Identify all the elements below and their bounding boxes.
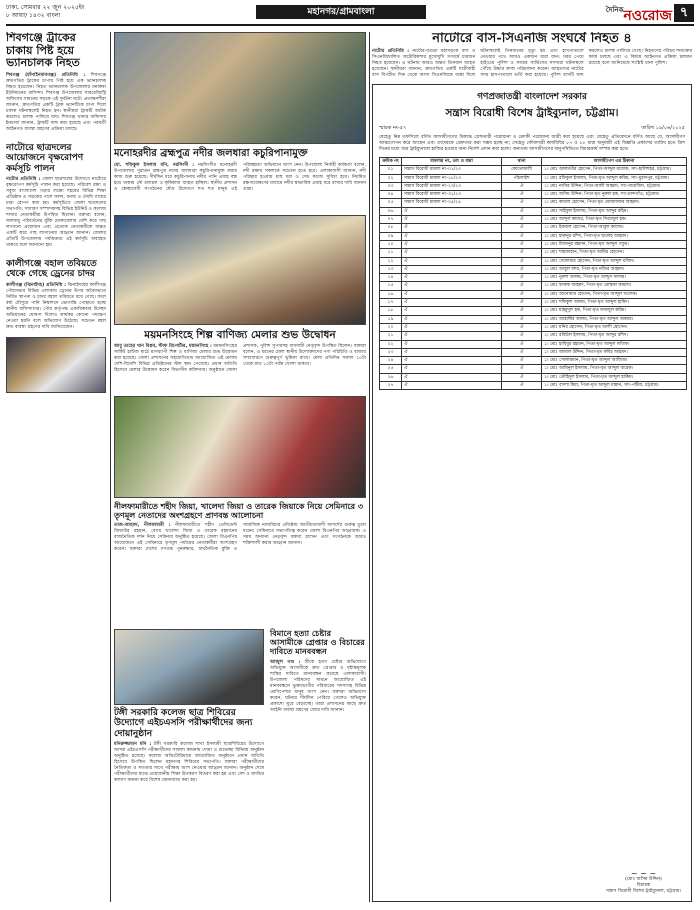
row-station: ঐ bbox=[502, 207, 542, 215]
article-2-headline: নাটোরে ছাত্রদলের আয়োজনে বৃক্ষরোপণ কর্মসূচি পালন bbox=[6, 142, 84, 174]
row-case: ঐ bbox=[402, 257, 502, 265]
column-divider bbox=[110, 32, 111, 902]
row-station: ঐ bbox=[502, 290, 542, 298]
notice-table-row bbox=[380, 348, 687, 356]
notice-ref: স্মারক নং-৫৭ bbox=[379, 125, 407, 131]
row-accused: ১। মোঃ নাসির উদ্দিন, পিতা-আলী আহমদ, সাং-বায়েজিদ, চট্টগ্রাম। bbox=[542, 182, 687, 190]
row-accused: ১। মোঃ শফিকুল আলম, পিতা-মৃত আব্দুল হামিদ। bbox=[542, 299, 687, 307]
article-2-text: জেলা ছাত্রদলের উদ্যোগে নাটোরে বৃক্ষরোপণ কর্মসূচি পালন করা হয়েছে। পরিবেশ রক্ষা ও সবুজ বাংলাদেশ গড়ার লক্ষ্যে শহরের বিভিন্ন শিক্ষা প্রতিষ্ঠান ও সড়কের পাশে ফলদ, বনজ ও ঔষধি গাছের চারা রোপণ করা হয়। কর্মসূচিতে জেলা ছাত্রদলের সভাপতি, সাধারণ সম্পাদকসহ বিভিন্ন ইউনিট ও কলেজ শাখার নেতাকর্মীরা উপস্থিত ছিলেন। বক্তারা বলেন, জলবায়ু পরিবর্তনের ঝুঁকি মোকাবেলায় বেশি করে গাছ লাগানো প্রয়োজন এবং প্রত্যেক নেতাকর্মীকে অন্তত একটি করে গাছ লাগানোর আহ্বান জানান। জেলার প্রতিটি উপজেলায় পর্যায়ক্রমে এই কর্মসূচি অব্যাহত থাকবে বলে জানানো হয়। bbox=[6, 176, 106, 248]
row-accused: ১। মোঃ আলমগীর হোসেন, পিতা-আব্দুল মালেক, সাং-হালিশহর, চট্টগ্রাম। bbox=[542, 166, 687, 174]
row-serial: ১৫ bbox=[380, 282, 402, 290]
page-number: ৭ bbox=[674, 4, 694, 22]
row-station: ঐ bbox=[502, 307, 542, 315]
row-serial: ২৭ bbox=[380, 382, 402, 390]
row-case: ঐ bbox=[402, 332, 502, 340]
article-4-body bbox=[114, 163, 366, 211]
article-7-block bbox=[114, 629, 264, 822]
row-serial: ১৭ bbox=[380, 299, 402, 307]
article-1-headline: শিবগঞ্জে ট্রাকের চাকায় পিষ্ট হয়ে ভ্যানচালক নিহত bbox=[6, 32, 80, 70]
notice-table-row bbox=[380, 265, 687, 273]
row-accused: ১। মোঃ আনোয়ার হোসেন, পিতা-মৃত আব্দুল খালেক। bbox=[542, 290, 687, 298]
row-accused: ১। মোঃ সোলায়মান, পিতা-মৃত আব্দুল আজিজ। bbox=[542, 357, 687, 365]
article-4-photo bbox=[114, 32, 366, 144]
notice-intro: যেহেতু নিম্ন তফসিলে বর্ণিত আসামীগণের বিরুদ্ধে গ্রেফতারী পরোয়ানা ও ক্রোকী পরোয়ানা জারী করা হয়েছে এবং যেহেতু প্রতিবেদনে বর্ণিত আছে যে, আসামীগণ আত্মগোপন করে আছেন এবং তাদেরকে গ্রেফতার করা সম্ভব হচ্ছে না; সেহেতু ফৌজদারী কার্যবিধির ৮৭ ও ৮৮ ধারা অনুযায়ী এই বিজ্ঞপ্তি প্রকাশের তারিখ হতে ত্রিশ দিনের মধ্যে অত্র ট্রাইব্যুনালে হাজির হওয়ার জন্য নির্দেশ প্রদান করা হলো। অন্যথায় আসামীগণের অনুপস্থিতিতে বিচারকার্য সম্পন্ন করা হবে। bbox=[379, 135, 685, 152]
article-3-byline: কালীগঞ্জ (ঝিনাইদহ) প্রতিনিধি : bbox=[6, 282, 66, 288]
row-accused: ১। মোঃ দেলোয়ার হোসেন, পিতা-মৃত আব্দুল মজিদ। bbox=[542, 257, 687, 265]
row-accused: ১। মোঃ সাইফুল ইসলাম, পিতা-মৃত আব্দুর রহিম। bbox=[542, 207, 687, 215]
article-8-text: স্ত্রীকে হত্যা চেষ্টার অভিযোগে অভিযুক্ত আসামীকে দ্রুত গ্রেপ্তার ও দৃষ্টান্তমূলক শাস্তির দাবিতে মানববন্ধন করেছে এলাকাবাসী। উপজেলা পরিষদের সামনে আয়োজিত এই মানববন্ধনে ভুক্তভোগীর পরিবারের সদস্যসহ বিভিন্ন শ্রেণিপেশার মানুষ অংশ নেন। বক্তারা অভিযোগ করেন, ঘটনার দীর্ঘদিন পেরিয়ে গেলেও অভিযুক্ত প্রকাশ্যে ঘুরে বেড়াচ্ছে। তারা প্রশাসনের কাছে দ্রুত আইনি ব্যবস্থা গ্রহণের জোর দাবি জানান। bbox=[270, 659, 366, 713]
article-6-byline: তাজ-আহমদ, নীলফামারী : bbox=[114, 522, 171, 528]
col-station: থানা bbox=[502, 158, 542, 166]
notice-table-header bbox=[380, 158, 687, 166]
row-accused: ১। মোঃ শাহজাহান, পিতা-মৃত আমির হোসেন। bbox=[542, 249, 687, 257]
notice-table-row bbox=[380, 357, 687, 365]
notice-table-row bbox=[380, 240, 687, 248]
row-serial: ০৭ bbox=[380, 216, 402, 224]
row-serial: ০৪ bbox=[380, 191, 402, 199]
row-case: ঐ bbox=[402, 299, 502, 307]
row-case: ঐ bbox=[402, 323, 502, 331]
row-case: ঐ bbox=[402, 249, 502, 257]
row-accused: ১। মোঃ ফারুক আহমদ, পিতা-মৃত মোস্তফা কামাল। bbox=[542, 282, 687, 290]
row-accused: ১। মোঃ রবিউল ইসলাম, পিতা-মৃত আব্দুর রশিদ। bbox=[542, 332, 687, 340]
row-accused: ১। মোঃ বাদশা মিয়া, পিতা-মৃত আব্দুল মান্নান, সাং-পটিয়া, চট্টগ্রাম। bbox=[542, 382, 687, 390]
row-case: ঐ bbox=[402, 207, 502, 215]
article-7-text: টঙ্গী সরকারি কলেজ শাখা ইসলামী ছাত্রশিবিরের উদ্যোগে আসন্ন এইচএসসি পরীক্ষার্থীদের সাফল্য কামনায় দোয়া ও শুভেচ্ছা বিনিময় অনুষ্ঠান অনুষ্ঠিত হয়েছে। কলেজ অডিটোরিয়ামে আয়োজিত অনুষ্ঠানে প্রধান অতিথি হিসেবে উপস্থিত ছিলেন মহানগর শিবিরের সভাপতি। বক্তারা পরীক্ষার্থীদের নৈতিকতা ও সততার সাথে পরীক্ষায় অংশ নেওয়ার আহ্বান জানান। অনুষ্ঠান শেষে পরীক্ষার্থীদের মাঝে প্রয়োজনীয় শিক্ষা উপকরণ বিতরণ করা হয় এবং দেশ ও জাতির কল্যাণ কামনা করে বিশেষ মোনাজাত করা হয়। bbox=[114, 741, 264, 783]
row-accused: ১। মোঃ কামাল হোসেন, পিতা-মৃত মোজাফফর আহমদ। bbox=[542, 199, 687, 207]
row-serial: ২৬ bbox=[380, 373, 402, 381]
article-4-text: নরসিংদীর মনোহরদী উপজেলার পুরাতন ব্রহ্মপুত্র নদের জলধারা কচুরিপানামুক্ত করার কাজ শুরু হয়েছে। দীর্ঘদিন ধরে কচুরিপানায় নদীর পানি প্রবাহ বন্ধ হয়ে থাকায় নৌ চলাচল ও কৃষিকাজ ব্যাহত হচ্ছিল। স্থানীয় প্রশাসন ও স্বেচ্ছাসেবী সংগঠনের যৌথ উদ্যোগে শত শত মানুষ এই পরিচ্ছন্নতা অভিযানে অংশ নেন। উপজেলা নির্বাহী কর্মকর্তা বলেন, নদী রক্ষায় সকলকে সচেতন হতে হবে। এলাকাবাসী জানান, নদী পরিষ্কার হওয়ায় মাছ ধরা ও সেচ কাজে সুবিধা হবে। নিয়মিত রক্ষণাবেক্ষণের মাধ্যমে নদীর স্বাভাবিক প্রবাহ ধরে রাখার দাবি জানান তারা। bbox=[114, 162, 366, 192]
notice-table-row bbox=[380, 257, 687, 265]
article-3-headline: কালীগঞ্জে বহাল তবিয়তে থেকে গেছে ড্রেনের চাদর bbox=[6, 258, 97, 280]
row-serial: ২১ bbox=[380, 332, 402, 340]
article-5-headline: ময়মনসিংহে শিল্প বাণিজ্য মেলার শুভ উদ্বোধন bbox=[144, 328, 336, 341]
row-station: ঐ bbox=[502, 240, 542, 248]
article-7-body bbox=[114, 742, 264, 822]
row-case: ঐ bbox=[402, 290, 502, 298]
row-case: ঐ bbox=[402, 240, 502, 248]
article-2-byline: নাটোর প্রতিনিধি : bbox=[6, 176, 41, 182]
row-case: ঐ bbox=[402, 282, 502, 290]
row-case: ঐ bbox=[402, 348, 502, 356]
notice-table-row bbox=[380, 307, 687, 315]
notice-table bbox=[379, 157, 687, 390]
row-case: ঐ bbox=[402, 382, 502, 390]
article-7-photo bbox=[6, 337, 106, 393]
date-line-1: ঢাকা, সোমবার ২২ জুন ২০২৫ইং bbox=[6, 4, 85, 11]
row-accused: ১। মোঃ তৌহিদুল ইসলাম, পিতা-মৃত আব্দুল হাকিম। bbox=[542, 373, 687, 381]
article-9-text: নাটোর-বগুড়া মহাসড়কে বাস ও সিএনজিচালিত অটোরিকশার মুখোমুখি সংঘর্ষে চারজন নিহত হয়েছেন। এ ঘটনায় আরও অন্তত তিনজন আহত হয়েছেন। স্থানীয়রা জানান, দ্রুতগতির একটি যাত্রীবাহী বাস বিপরীত দিক থেকে আসা সিএনজিকে ধাক্কা দিলে ঘটনাস্থলেই তিনজনের মৃত্যু হয় এবং হাসপাতালে নেওয়ার পথে আরও একজন মারা যান। খবর পেয়ে হাইওয়ে পুলিশ ও ফায়ার সার্ভিসের সদস্যরা ঘটনাস্থলে পৌঁছে উদ্ধার কাজ পরিচালনা করেন। আহতদের নাটোর সদর হাসপাতালে ভর্তি করা হয়েছে। পুলিশ বাসটি জব্দ করলেও চালক পালিয়ে গেছে। নিহতদের পরিচয় শনাক্তের কাজ চলছে এবং এ বিষয়ে আইনগত প্রক্রিয়া চলমান রয়েছে বলে জানিয়েছে সংশ্লিষ্ট থানা পুলিশ। bbox=[372, 48, 692, 78]
row-serial: ২২ bbox=[380, 340, 402, 348]
left-column bbox=[6, 32, 106, 902]
row-accused: ১। মোঃ ইকবাল হোসেন, পিতা-আবুল কাশেম। bbox=[542, 224, 687, 232]
row-case: ঐ bbox=[402, 265, 502, 273]
section-title: মহানগর/গ্রামবাংলা bbox=[256, 5, 426, 19]
notice-table-row bbox=[380, 191, 687, 199]
notice-table-row bbox=[380, 249, 687, 257]
notice-table-row bbox=[380, 315, 687, 323]
notice-date: তারিখ ১৯/০৬/২০২৫ bbox=[641, 125, 685, 131]
row-serial: ১৮ bbox=[380, 307, 402, 315]
article-6-headline: নীলফামারীতে শহীদ জিয়া, খালেদা জিয়া ও তারেক জিয়াকে নিয়ে সেমিনারে ৩ তৃণমূল নেতাদের অংশগ্রহণে প্রাণবন্ত আলোচনা bbox=[114, 500, 364, 520]
notice-table-row bbox=[380, 365, 687, 373]
notice-title-2: সন্ত্রাস বিরোধী বিশেষ ট্রাইব্যুনাল, চট্টগ্রাম। bbox=[445, 107, 619, 119]
row-accused: ১। মোঃ জসিম উদ্দিন, পিতা-মৃত নুরুল হক, সাং-চান্দগাঁও, চট্টগ্রাম। bbox=[542, 191, 687, 199]
logo-small: দৈনিক bbox=[605, 5, 624, 14]
row-case: ঐ bbox=[402, 274, 502, 282]
article-5-body bbox=[114, 344, 366, 392]
row-accused: ১। মোঃ আমিনুল ইসলাম, পিতা-মৃত আব্দুল বারেক। bbox=[542, 365, 687, 373]
row-accused: ১। মোঃ মিজানুর রহমান, পিতা-মৃত আব্দুল গফুর। bbox=[542, 240, 687, 248]
row-serial: ১১ bbox=[380, 249, 402, 257]
page-header bbox=[6, 4, 694, 26]
row-station: ঐ bbox=[502, 373, 542, 381]
row-case: ঐ bbox=[402, 232, 502, 240]
article-8-byline: আজুল গণ্ড : bbox=[270, 659, 301, 665]
notice-table-row bbox=[380, 174, 687, 182]
article-5-photo bbox=[114, 215, 366, 325]
date-line-2: ৮ আষাঢ় ১৪৩২ বাংলা bbox=[6, 12, 61, 19]
row-case: সন্ত্রাস বিরোধী মামলা নং-১৮/২৩ bbox=[402, 174, 502, 182]
row-serial: ১৯ bbox=[380, 315, 402, 323]
row-station: ঐ bbox=[502, 182, 542, 190]
notice-meta bbox=[373, 123, 691, 135]
row-serial: ১৪ bbox=[380, 274, 402, 282]
row-serial: ১৩ bbox=[380, 265, 402, 273]
lower-section bbox=[114, 629, 366, 822]
row-case: সন্ত্রাস বিরোধী মামলা নং-০৫/২৪ bbox=[402, 199, 502, 207]
article-1-text: শিবগঞ্জে দ্রুতগতির ট্রাকের চাপায় পিষ্ট হয়ে এক ভ্যানচালক নিহত হয়েছেন। নিহত ভ্যানচালক উপজেলার মনাকষা ইউনিয়নের বাসিন্দা। শিবগঞ্জ উপজেলার সাবরেজিস্ট্রি অফিসের সামনের সড়কে এই দুর্ঘটনা ঘটে। প্রত্যক্ষদর্শীরা জানান, দ্রুতগতির একটি ট্রাক ভ্যানটিকে চাপা দিলে চালক ঘটনাস্থলেই নিহত হন। স্থানীয়রা ট্রাকটি আটক করলেও চালক পালিয়ে যায়। শিবগঞ্জ থানার অফিসার ইনচার্জ জানান, ট্রাকটি জব্দ করা হয়েছে এবং পরবর্তী আইনগত ব্যবস্থা গ্রহণের প্রক্রিয়া চলছে। bbox=[6, 72, 106, 132]
row-station: ঐ bbox=[502, 265, 542, 273]
notice-table-body bbox=[380, 166, 687, 390]
article-6-body bbox=[114, 523, 366, 625]
row-case: সন্ত্রাস বিরোধী মামলা নং-৩১/২৩ bbox=[402, 191, 502, 199]
row-case: ঐ bbox=[402, 307, 502, 315]
row-station: পাঁচলাইশ bbox=[502, 174, 542, 182]
notice-table-row bbox=[380, 332, 687, 340]
row-station: ঐ bbox=[502, 315, 542, 323]
tribunal-notice bbox=[372, 84, 692, 902]
row-serial: ০১ bbox=[380, 166, 402, 174]
notice-table-row bbox=[380, 182, 687, 190]
row-accused: ১। মোঃ হারুনুর রশিদ, পিতা-মৃত ছালেহ আহমদ। bbox=[542, 232, 687, 240]
notice-table-row bbox=[380, 340, 687, 348]
col-serial: ক্রমিক নং bbox=[380, 158, 402, 166]
row-station: ঐ bbox=[502, 299, 542, 307]
notice-table-row bbox=[380, 282, 687, 290]
row-station: ঐ bbox=[502, 323, 542, 331]
logo-text: নওরোজ bbox=[623, 8, 672, 24]
row-serial: ২৪ bbox=[380, 357, 402, 365]
notice-signature bbox=[606, 871, 681, 895]
row-serial: ০৮ bbox=[380, 224, 402, 232]
col-accused: আসামী/গণ এর ঠিকানা bbox=[542, 158, 687, 166]
row-accused: ১। মোঃ মাহমুদুল হক, পিতা-মৃত ফজলুল করিম। bbox=[542, 307, 687, 315]
signature-office: সন্ত্রাস বিরোধী বিশেষ ট্রাইব্যুনাল, চট্টগ্রাম। bbox=[605, 889, 681, 894]
row-station: কোতোয়ালী bbox=[502, 166, 542, 174]
article-3-text: ঝিনাইদহের কালীগঞ্জ পৌরসভার বিভিন্ন এলাকায় ড্রেনের উপর অবৈধভাবে নির্মিত স্থাপনা ও চাদর বহাল তবিয়তে রয়ে গেছে। ফলে বর্ষা মৌসুমে পানি নিষ্কাশনে ভোগান্তি পোহাতে হচ্ছে স্থানীয় বাসিন্দাদের। পৌর কর্তৃপক্ষ একাধিকবার উচ্ছেদ অভিযানের ঘোষণা দিলেও কার্যকর কোনো পদক্ষেপ নেওয়া হয়নি বলে অভিযোগ উঠেছে। সচেতন মহল দ্রুত ব্যবস্থা গ্রহণের দাবি জানিয়েছেন। bbox=[6, 282, 106, 330]
row-accused: ১। মোঃ হাবিবুর রহমান, পিতা-মৃত আব্দুল লতিফ। bbox=[542, 340, 687, 348]
row-station: ঐ bbox=[502, 332, 542, 340]
notice-table-row bbox=[380, 299, 687, 307]
row-serial: ১৬ bbox=[380, 290, 402, 298]
article-9-headline: নাটোরে বাস-সিএনজি সংঘর্ষে নিহত ৪ bbox=[432, 32, 632, 46]
notice-table-row bbox=[380, 166, 687, 174]
row-serial: ০৩ bbox=[380, 182, 402, 190]
row-station: ঐ bbox=[502, 340, 542, 348]
signature-title: বিচারক bbox=[636, 883, 651, 888]
row-serial: ১২ bbox=[380, 257, 402, 265]
notice-table-row bbox=[380, 224, 687, 232]
article-9-byline: নাটোর প্রতিনিধি : bbox=[372, 48, 410, 54]
row-serial: ০৯ bbox=[380, 232, 402, 240]
article-9-body bbox=[372, 49, 692, 81]
article-1-body bbox=[6, 73, 106, 133]
notice-table-row bbox=[380, 382, 687, 390]
row-station: ঐ bbox=[502, 282, 542, 290]
article-8-headline: বিমানে হত্যা চেষ্টার আসামীকে গ্রেপ্তার ও বিচারের দাবিতে মানববন্ধন bbox=[270, 627, 365, 657]
row-station: ঐ bbox=[502, 357, 542, 365]
row-serial: ২০ bbox=[380, 323, 402, 331]
article-8-block bbox=[270, 629, 366, 822]
notice-title-1: গণপ্রজাতন্ত্রী বাংলাদেশ সরকার bbox=[477, 92, 587, 102]
row-accused: ১। মোঃ জামাল উদ্দিন, পিতা-মৃত কবির আহমদ। bbox=[542, 348, 687, 356]
middle-column bbox=[114, 32, 366, 902]
row-station: ঐ bbox=[502, 382, 542, 390]
row-case: ঐ bbox=[402, 340, 502, 348]
date-block bbox=[6, 4, 146, 20]
article-7-headline: টঙ্গী সরকারি কলেজ ছাত্র শিবিরের উদ্যোগে এইচএসসি পরীক্ষার্থীদের জন্য দোয়ানুষ্ঠান bbox=[114, 707, 253, 739]
row-serial: ০৬ bbox=[380, 207, 402, 215]
article-2-body bbox=[6, 177, 106, 249]
row-station: ঐ bbox=[502, 191, 542, 199]
row-case: ঐ bbox=[402, 373, 502, 381]
signature-scribble: ~ ~ ~ bbox=[630, 869, 657, 878]
row-case: সন্ত্রাস বিরোধী মামলা নং-২৩/২৩ bbox=[402, 182, 502, 190]
row-station: ঐ bbox=[502, 365, 542, 373]
signature-name: (মোঃ জসিম উদ্দিন) bbox=[625, 877, 662, 882]
article-9-block bbox=[372, 32, 692, 82]
notice-table-row bbox=[380, 232, 687, 240]
row-station: ঐ bbox=[502, 216, 542, 224]
article-4-byline: মো. শফিকুল ইসলাম মনি, নরসিংদী : bbox=[114, 162, 195, 168]
newspaper-logo bbox=[606, 4, 672, 28]
column-divider bbox=[369, 32, 370, 902]
row-case: ঐ bbox=[402, 315, 502, 323]
notice-table-row bbox=[380, 323, 687, 331]
row-station: ঐ bbox=[502, 274, 542, 282]
row-station: ঐ bbox=[502, 224, 542, 232]
article-5-text: ময়মনসিংহের সার্কিট হাউজ মাঠে মাসব্যাপী শিল্প ও বাণিজ্য মেলার শুভ উদ্বোধন করা হয়েছে। জেলা প্রশাসনের সহযোগিতায় আয়োজিত এই মেলায় দেশি-বিদেশি বিভিন্ন প্রতিষ্ঠানের স্টল স্থান পেয়েছে। প্রধান অতিথি হিসেবে মেলার উদ্বোধন করেন বিভাগীয় কমিশনার। অনুষ্ঠানে জেলা প্রশাসক, পুলিশ সুপারসহ ব্যবসায়ী নেতৃবৃন্দ উপস্থিত ছিলেন। বক্তারা বলেন, এ ধরনের মেলা স্থানীয় উদ্যোক্তাদের পণ্য পরিচিতি ও বাজার সম্প্রসারণে গুরুত্বপূর্ণ ভূমিকা রাখে। মেলা প্রতিদিন সকাল ১০টা থেকে রাত ১০টা পর্যন্ত খোলা থাকবে। bbox=[114, 343, 366, 373]
row-station: ঐ bbox=[502, 199, 542, 207]
col-case: মামলার নং, তাং ও ধারা bbox=[402, 158, 502, 166]
notice-table-row bbox=[380, 199, 687, 207]
notice-table-row bbox=[380, 290, 687, 298]
row-case: ঐ bbox=[402, 216, 502, 224]
article-3-body bbox=[6, 283, 106, 331]
row-serial: ০৫ bbox=[380, 199, 402, 207]
row-case: ঐ bbox=[402, 224, 502, 232]
row-station: ঐ bbox=[502, 232, 542, 240]
row-serial: ২৩ bbox=[380, 348, 402, 356]
row-case: ঐ bbox=[402, 357, 502, 365]
row-serial: ০২ bbox=[380, 174, 402, 182]
notice-table-row bbox=[380, 274, 687, 282]
row-accused: ১। মোঃ আবুল বশর, পিতা-মৃত নজির আহমদ। bbox=[542, 265, 687, 273]
row-station: ঐ bbox=[502, 348, 542, 356]
article-7-byline: মনিরুজ্জামান মনি : bbox=[114, 741, 152, 747]
row-station: ঐ bbox=[502, 249, 542, 257]
notice-table-row bbox=[380, 373, 687, 381]
row-accused: ১। মোঃ আব্দুল কাদের, পিতা-মৃত সিরাজুল হক। bbox=[542, 216, 687, 224]
row-accused: ১। মোঃ জাহাঙ্গীর আলম, পিতা-মৃত আব্দুল জব্বার। bbox=[542, 315, 687, 323]
row-serial: ১০ bbox=[380, 240, 402, 248]
article-1-byline: শিবগঞ্জ (চাঁপাইনবাবগঞ্জ) প্রতিনিধি : bbox=[6, 72, 86, 78]
article-4-headline: মনোহরদীর ব্রহ্মপুত্র নদীর জলধারা কচুরিপানামুক্ত bbox=[114, 148, 308, 159]
row-accused: ১। মোঃ মনির হোসেন, পিতা-মৃত আলী হোসেন। bbox=[542, 323, 687, 331]
row-serial: ২৫ bbox=[380, 365, 402, 373]
article-7-photo-main bbox=[114, 629, 264, 705]
article-6-photo bbox=[114, 396, 366, 498]
notice-table-row bbox=[380, 216, 687, 224]
row-case: ঐ bbox=[402, 365, 502, 373]
row-accused: ১। মোঃ রফিকুল ইসলাম, পিতা-মৃত আব্দুল করিম, সাং-মুরাদপুর, চট্টগ্রাম। bbox=[542, 174, 687, 182]
article-6-text: নীলফামারীতে শহীদ প্রেসিডেন্ট জিয়াউর রহমান, বেগম খালেদা জিয়া ও তারেক রহমানের রাজনৈতিক দর্শন নিয়ে সেমিনার অনুষ্ঠিত হয়েছে। জেলা বিএনপির আয়োজনে এই সেমিনারে তৃণমূল পর্যায়ের নেতাকর্মীরা অংশগ্রহণ করেন। বক্তারা দেশের গণতন্ত্র পুনরুদ্ধার, অর্থনৈতিক মুক্তি ও সামাজিক ন্যায়বিচার প্রতিষ্ঠায় জাতীয়তাবাদী আদর্শের গুরুত্ব তুলে ধরেন। সেমিনারে সভাপতিত্ব করেন জেলা বিএনপির আহ্বায়ক। এ সময় অন্যান্য নেতৃবৃন্দ বক্তব্য রাখেন এবং সংগঠনকে আরও শক্তিশালী করার আহ্বান জানান। bbox=[114, 522, 366, 552]
row-case: সন্ত্রাস বিরোধী মামলা নং-০১/২৩ bbox=[402, 166, 502, 174]
article-5-byline: আবু তাহের খান বিপ্লব, স্টাফ রিপোর্টার, ময়মনসিংহ : bbox=[114, 343, 212, 349]
notice-table-row bbox=[380, 207, 687, 215]
row-station: ঐ bbox=[502, 257, 542, 265]
article-8-body bbox=[270, 660, 366, 820]
row-accused: ১। মোঃ নুরুল আলম, পিতা-মৃত আব্দুস সালাম। bbox=[542, 274, 687, 282]
